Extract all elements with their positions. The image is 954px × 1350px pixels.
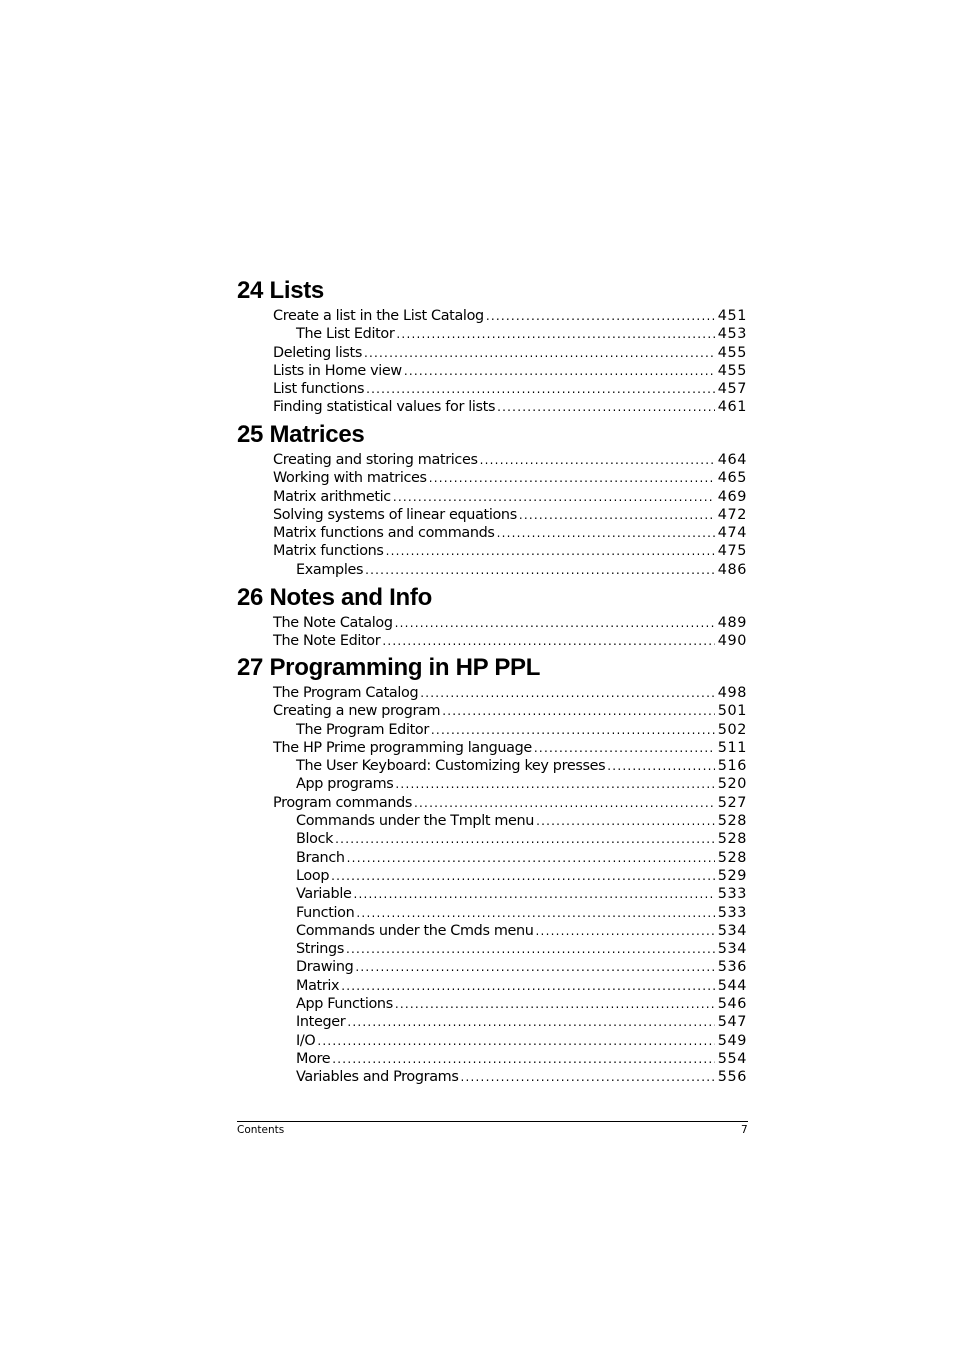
footer-rule (237, 1121, 748, 1122)
toc-entry-label: Drawing (296, 959, 354, 976)
chapter-programming-in-hp-ppl (237, 654, 747, 1087)
dot-leader (335, 830, 715, 848)
dot-leader (395, 775, 714, 793)
toc-entry-label: The User Keyboard: Customizing key presses (296, 758, 606, 775)
toc-entry-label: The Program Editor (296, 721, 429, 738)
chapter-matrices (237, 421, 747, 579)
toc-entry[interactable] (237, 794, 747, 812)
toc-entry-label: Variables and Programs (296, 1069, 459, 1086)
dot-leader (534, 739, 715, 757)
toc-entry[interactable] (237, 632, 747, 650)
toc-entry-page-number: 516 (717, 758, 747, 775)
toc-entry[interactable] (237, 867, 747, 885)
dot-leader (356, 904, 714, 922)
toc-entry[interactable] (237, 542, 747, 560)
toc-entry-page-number: 546 (717, 996, 747, 1013)
toc-entry-page-number: 472 (717, 506, 747, 523)
dot-leader (347, 1013, 714, 1031)
toc-entry-page-number: 455 (717, 362, 747, 379)
dot-leader (519, 506, 715, 524)
toc-entry[interactable] (237, 344, 747, 362)
toc-entry-page-number: 527 (717, 794, 747, 811)
toc-entry[interactable] (237, 977, 747, 995)
toc-entry-label: App Functions (296, 996, 393, 1013)
dot-leader (386, 542, 715, 560)
chapter-title: 25 Matrices (237, 421, 365, 448)
dot-leader (395, 614, 715, 632)
toc-entry[interactable] (237, 775, 747, 793)
toc-entry-page-number: 453 (717, 326, 747, 343)
dot-leader (420, 684, 714, 702)
toc-entry[interactable] (237, 958, 747, 976)
dot-leader (396, 325, 714, 343)
toc-entry[interactable] (237, 524, 747, 542)
toc-entry-page-number: 536 (717, 959, 747, 976)
toc-entry-label: Commands under the Tmplt menu (296, 813, 535, 830)
toc-entry[interactable] (237, 506, 747, 524)
toc-entry-page-number: 489 (717, 615, 747, 631)
toc-entry-label: Strings (296, 941, 344, 958)
toc-entry-page-number: 556 (717, 1069, 747, 1086)
toc-entry[interactable] (237, 684, 747, 702)
toc-entry[interactable] (237, 702, 747, 720)
toc-entry-page-number: 528 (717, 849, 747, 866)
toc-entry-page-number: 469 (717, 488, 747, 505)
toc-entry-page-number: 486 (717, 561, 747, 578)
toc-entry[interactable] (237, 940, 747, 958)
dot-leader (607, 757, 714, 775)
toc-entry-label: Lists in Home view (273, 362, 402, 379)
dot-leader (382, 632, 714, 650)
dot-leader (480, 451, 715, 469)
toc-entry[interactable] (237, 1013, 747, 1031)
toc-entry-page-number: 554 (717, 1050, 747, 1067)
toc-entry-page-number: 475 (717, 543, 747, 560)
toc-entry-label: The Note Editor (273, 633, 381, 650)
entry-list (237, 451, 747, 579)
toc-entry[interactable] (237, 721, 747, 739)
toc-entry[interactable] (237, 398, 747, 416)
toc-entry-label: Block (296, 831, 334, 848)
toc-entry-page-number: 451 (717, 308, 747, 324)
dot-leader (536, 922, 715, 940)
toc-entry[interactable] (237, 469, 747, 487)
dot-leader (486, 307, 715, 325)
toc-entry-page-number: 528 (717, 813, 747, 830)
footer-section-label: Contents (237, 1124, 285, 1136)
toc-entry[interactable] (237, 849, 747, 867)
toc-entry-label: Solving systems of linear equations (273, 506, 517, 523)
toc-entry-label: Matrix functions (273, 543, 384, 560)
dot-leader (414, 794, 715, 812)
toc-entry[interactable] (237, 830, 747, 848)
chapter-lists (237, 277, 747, 417)
toc-entry-page-number: 464 (717, 452, 747, 468)
toc-entry-label: Variable (296, 886, 352, 903)
dot-leader (395, 995, 715, 1013)
toc-entry[interactable] (237, 362, 747, 380)
toc-entry-label: Branch (296, 849, 345, 866)
toc-entry-page-number: 547 (717, 1014, 747, 1031)
dot-leader (353, 885, 714, 903)
toc-entry[interactable] (237, 995, 747, 1013)
toc-entry-page-number: 544 (717, 977, 747, 994)
toc-entry[interactable] (237, 739, 747, 757)
toc-entry-page-number: 474 (717, 525, 747, 542)
dot-leader (461, 1068, 715, 1086)
chapter-title: 27 Programming in HP PPL (237, 654, 541, 681)
dot-leader (347, 849, 715, 867)
dot-leader (431, 721, 715, 739)
toc-entry-page-number: 455 (717, 344, 747, 361)
toc-entry-page-number: 528 (717, 831, 747, 848)
chapter-title: 26 Notes and Info (237, 584, 432, 611)
dot-leader (536, 812, 715, 830)
toc-entry-label: Function (296, 904, 355, 921)
toc-entry-label: The List Editor (296, 326, 395, 343)
toc-entry-page-number: 490 (717, 633, 747, 650)
dot-leader (364, 344, 715, 362)
dot-leader (331, 867, 715, 885)
dot-leader (497, 398, 715, 416)
dot-leader (393, 488, 715, 506)
toc-entry-label: Matrix (296, 977, 340, 994)
dot-leader (346, 940, 715, 958)
toc-entry[interactable] (237, 1068, 747, 1086)
dot-leader (341, 977, 715, 995)
toc-entry[interactable] (237, 904, 747, 922)
dot-leader (365, 561, 715, 579)
toc-entry[interactable] (237, 922, 747, 940)
toc-entry-label: I/O (296, 1032, 316, 1049)
chapter-title: 24 Lists (237, 277, 324, 304)
toc-entry-label: The HP Prime programming language (273, 739, 532, 756)
toc-entry-page-number: 502 (717, 721, 747, 738)
toc-entry-page-number: 457 (717, 381, 747, 398)
chapter-notes-and-info (237, 584, 747, 651)
toc-entry-label: Finding statistical values for lists (273, 399, 496, 416)
toc-entry[interactable] (237, 307, 747, 325)
toc-entry-label: Working with matrices (273, 470, 427, 487)
toc-entry-label: The Note Catalog (273, 615, 393, 631)
entry-list (237, 684, 747, 1087)
toc-entry[interactable] (237, 325, 747, 343)
toc-entry[interactable] (237, 757, 747, 775)
toc-entry-label: Creating a new program (273, 703, 441, 720)
toc-entry-page-number: 534 (717, 941, 747, 958)
toc-entry-page-number: 520 (717, 776, 747, 793)
toc-entry-label: More (296, 1050, 331, 1067)
toc-entry[interactable] (237, 380, 747, 398)
toc-entry-label: Examples (296, 561, 364, 578)
toc-entry-page-number: 465 (717, 470, 747, 487)
toc-entry-label: Creating and storing matrices (273, 452, 478, 468)
toc-entry-label: Integer (296, 1014, 346, 1031)
dot-leader (404, 362, 715, 380)
toc-entry-page-number: 533 (717, 904, 747, 921)
toc-entry-label: The Program Catalog (273, 685, 419, 701)
toc-entry-page-number: 461 (717, 399, 747, 416)
dot-leader (332, 1050, 714, 1068)
dot-leader (355, 958, 714, 976)
dot-leader (317, 1032, 714, 1050)
toc-entry-label: Create a list in the List Catalog (273, 308, 484, 324)
entry-list (237, 614, 747, 651)
dot-leader (429, 469, 715, 487)
toc-entry[interactable] (237, 885, 747, 903)
toc-entry[interactable] (237, 812, 747, 830)
footer-page-number: 7 (741, 1124, 748, 1136)
toc-entry[interactable] (237, 488, 747, 506)
toc-entry[interactable] (237, 451, 747, 469)
dot-leader (442, 702, 714, 720)
toc-entry-page-number: 529 (717, 867, 747, 884)
toc-entry-label: Matrix arithmetic (273, 488, 391, 505)
entry-list (237, 307, 747, 417)
toc-entry-label: Loop (296, 867, 330, 884)
toc-entry-label: Matrix functions and commands (273, 525, 495, 542)
toc-entry-label: Program commands (273, 794, 413, 811)
toc-entry-page-number: 549 (717, 1032, 747, 1049)
toc-entry[interactable] (237, 1050, 747, 1068)
toc-entry[interactable] (237, 614, 747, 632)
toc-entry-page-number: 501 (717, 703, 747, 720)
toc-entry-page-number: 534 (717, 922, 747, 939)
toc-entry-label: Deleting lists (273, 344, 362, 361)
dot-leader (366, 380, 715, 398)
toc-entry-label: App programs (296, 776, 394, 793)
toc-entry-page-number: 511 (717, 739, 747, 756)
toc-entry-page-number: 533 (717, 886, 747, 903)
toc-entry-label: Commands under the Cmds menu (296, 922, 534, 939)
toc-entry-label: List functions (273, 381, 365, 398)
toc-entry[interactable] (237, 1032, 747, 1050)
dot-leader (497, 524, 715, 542)
toc-entry-page-number: 498 (717, 685, 747, 701)
toc-entry[interactable] (237, 561, 747, 579)
